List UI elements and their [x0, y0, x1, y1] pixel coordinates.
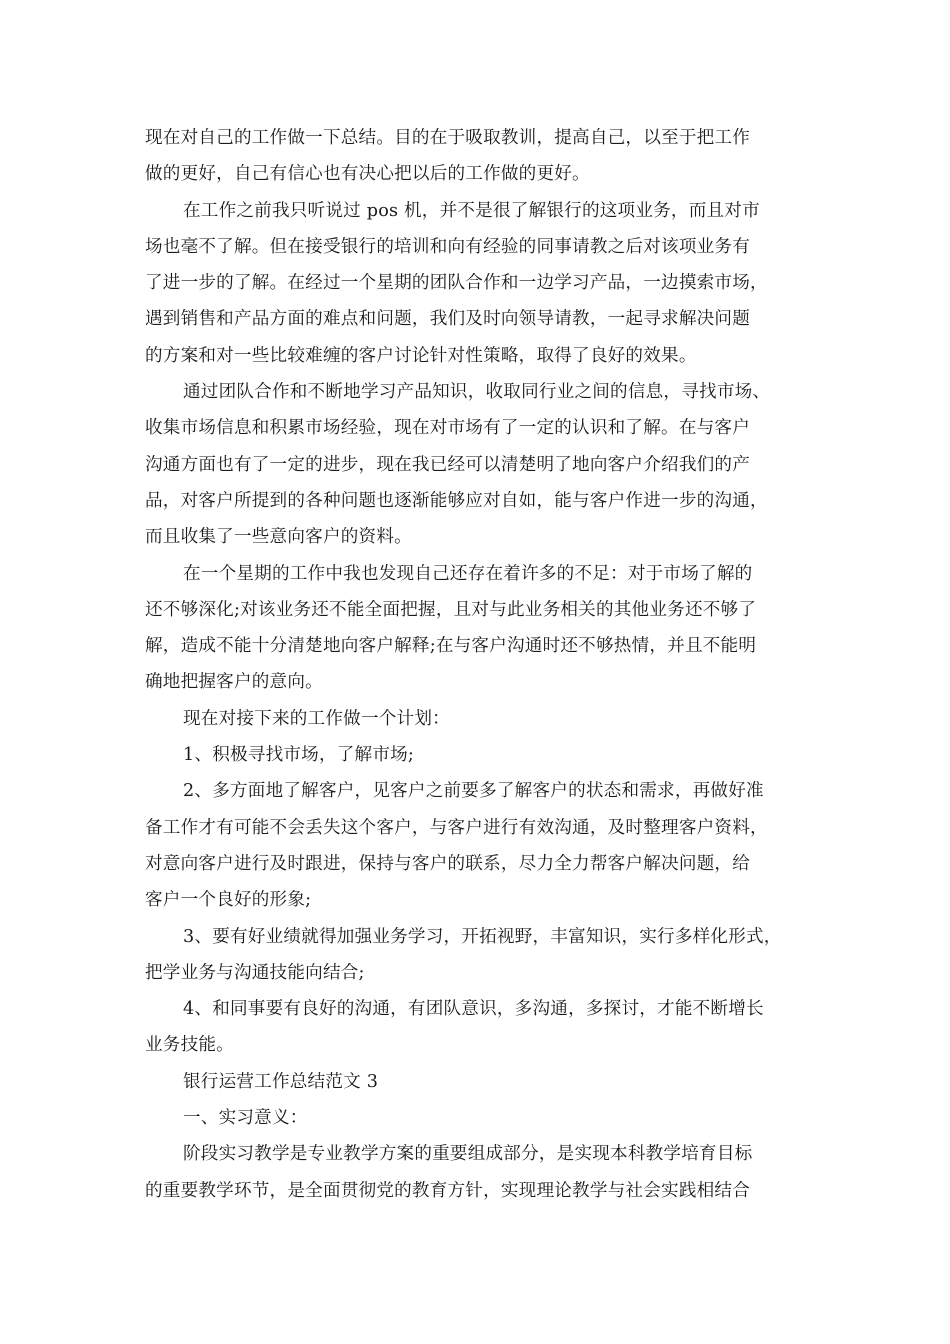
list-item-line: 1、积极寻找市场，了解市场;	[183, 745, 415, 766]
text-line: 现在对自己的工作做一下总结。目的在于吸取教训，提高自己，以至于把工作	[145, 128, 750, 148]
text-line: 确地把握客户的意向。	[145, 672, 323, 693]
text-line: 了进一步的了解。在经过一个星期的团队合作和一边学习产品，一边摸索市场，	[145, 273, 768, 294]
paragraph-start-line: 阶段实习教学是专业教学方案的重要组成部分，是实现本科教学培育目标	[183, 1144, 753, 1165]
text-line: 遇到销售和产品方面的难点和问题，我们及时向领导请教，一起寻求解决问题	[145, 309, 750, 330]
paragraph-start-line: 通过团队合作和不断地学习产品知识，收取同行业之间的信息，寻找市场、	[183, 382, 771, 403]
text-line: 做的更好，自己有信心也有决心把以后的工作做的更好。	[145, 164, 590, 185]
text-line: 的方案和对一些比较难缠的客户讨论针对性策略，取得了良好的效果。	[145, 345, 697, 366]
text-line: 还不够深化;对该业务还不能全面把握，且对与此业务相关的其他业务还不够了	[145, 599, 757, 620]
list-item-line: 4、和同事要有良好的沟通，有团队意识，多沟通，多探讨，才能不断增长	[183, 999, 764, 1020]
subsection-heading: 一、实习意义：	[183, 1108, 308, 1129]
list-item-line: 3、要有好业绩就得加强业务学习，开拓视野，丰富知识，实行多样化形式，	[183, 926, 782, 947]
document-body	[145, 120, 817, 1209]
text-line: 品，对客户所提到的各种问题也逐渐能够应对自如，能与客户作进一步的沟通，	[145, 490, 768, 511]
text-line: 而且收集了一些意向客户的资料。	[145, 527, 412, 548]
text-line: 把学业务与沟通技能向结合;	[145, 962, 365, 983]
text-line: 解，造成不能十分清楚地向客户解释;在与客户沟通时还不够热情，并且不能明	[145, 636, 757, 657]
paragraph-start-line: 在工作之前我只听说过 pos 机，并不是很了解银行的这项业务，而且对市	[183, 200, 760, 221]
text-line: 沟通方面也有了一定的进步，现在我已经可以清楚明了地向客户介绍我们的产	[145, 454, 750, 475]
list-item-line: 2、多方面地了解客户，见客户之前要多了解客户的状态和需求，再做好准	[183, 781, 764, 802]
text-line: 客户一个良好的形象;	[145, 890, 312, 911]
paragraph-start-line: 在一个星期的工作中我也发现自己还存在着许多的不足：对于市场了解的	[183, 563, 753, 584]
text-line: 业务技能。	[145, 1035, 234, 1056]
section-heading: 银行运营工作总结范文 3	[183, 1071, 379, 1092]
text-line: 的重要教学环节，是全面贯彻党的教育方针，实现理论教学与社会实践相结合	[145, 1180, 750, 1201]
text-line: 备工作才有可能不会丢失这个客户，与客户进行有效沟通，及时整理客户资料，	[145, 817, 768, 838]
paragraph-start-line: 现在对接下来的工作做一个计划：	[183, 708, 450, 729]
text-line: 对意向客户进行及时跟进，保持与客户的联系，尽力全力帮客户解决问题，给	[145, 853, 750, 874]
text-line: 场也毫不了解。但在接受银行的培训和向有经验的同事请教之后对该项业务有	[145, 236, 750, 257]
text-line: 收集市场信息和积累市场经验，现在对市场有了一定的认识和了解。在与客户	[145, 418, 750, 439]
